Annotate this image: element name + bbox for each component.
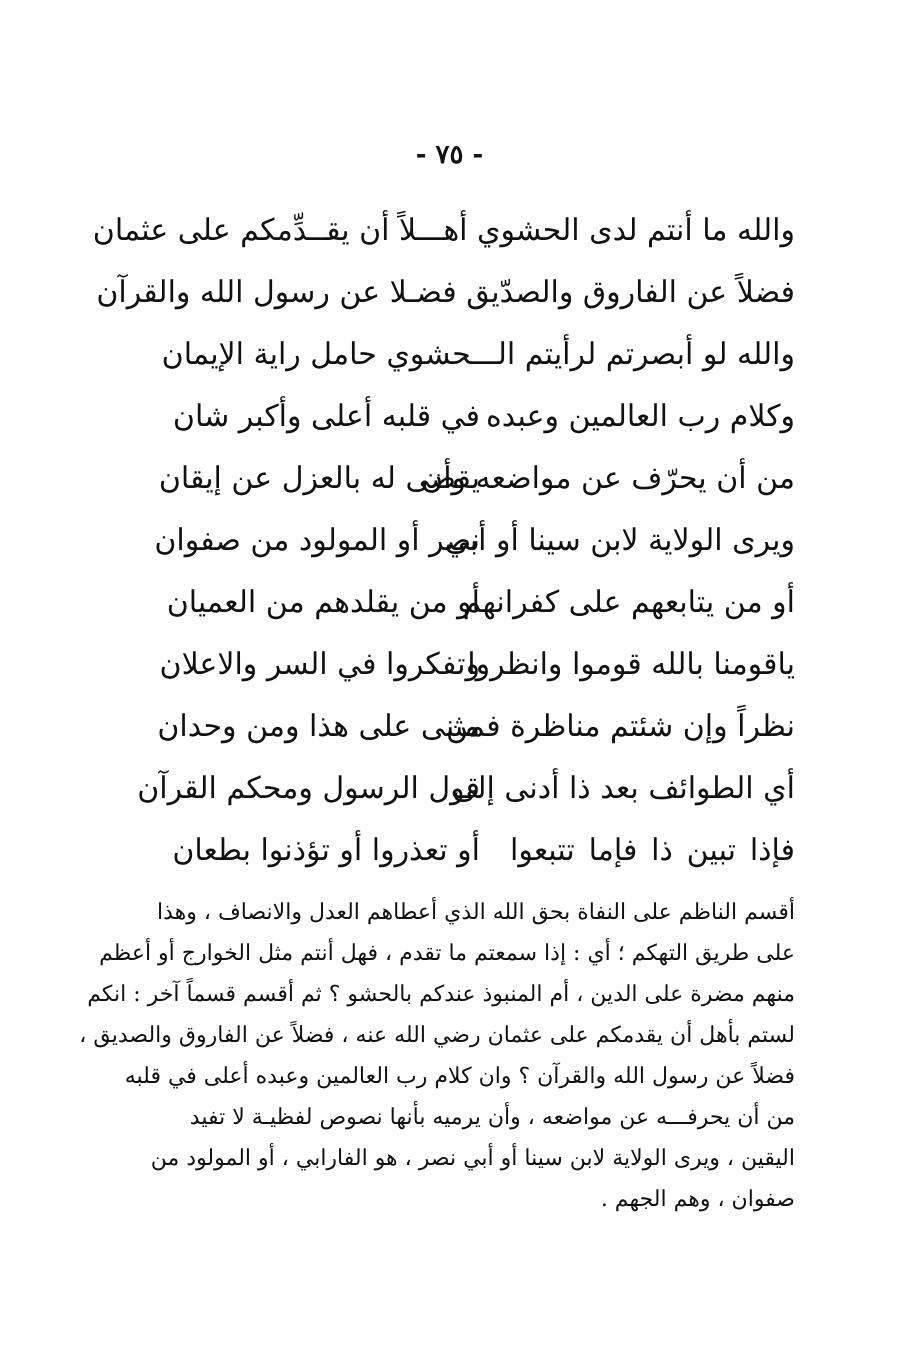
- commentary-line: اليقين ، ويرى الولاية لابن سينا أو أبي نصر ، هو الفارابي ، أو المولود من: [150, 1146, 795, 1171]
- verse-row: [159, 634, 795, 696]
- first-hemistich: ياقومنا بالله قوموا وانظروا: [467, 647, 795, 682]
- second-hemistich: في قلبه أعلى وأكبر شان: [172, 399, 480, 434]
- commentary-line: على طريق التهكم ؛ أي : إذا سمعتم ما تقدم ، فهل أنتم مثل الخوارج أو أعظم: [99, 941, 795, 966]
- commentary-line: من أن يحرفـــه عن مواضعه ، وأن يرميه بأنها نصوص لفظيـة لا تفيد: [189, 1105, 795, 1130]
- first-hemistich: فإذا تبين ذا فإما تتبعوا: [510, 833, 795, 868]
- commentary-line: أقسم الناظم على النفاة بحق الله الذي أعطاهم العدل والانصاف ، وهذا: [156, 900, 795, 925]
- first-hemistich: من أن يحرّف عن مواضعه وأن: [421, 461, 795, 496]
- verse-row: [166, 572, 795, 634]
- first-hemistich: وكلام رب العالمين وعبده: [486, 399, 795, 434]
- second-hemistich: أو من يقلدهم من العميان: [166, 585, 480, 620]
- commentary-line: فضلاً عن رسول الله والقرآن ؟ وان كلام رب العالمين وعبده أعلى في قلبه: [124, 1064, 795, 1089]
- verse-row: [158, 448, 795, 510]
- second-hemistich: أو تعذروا أو تؤذنوا بطعان: [172, 833, 480, 868]
- page-number: - ٧٥ -: [415, 140, 484, 170]
- commentary-block: [79, 892, 795, 1220]
- verse-row: [172, 820, 795, 882]
- commentary-line: منهم مضرة على الدين ، أم المنبوذ عندكم بالحشو ؟ ثم أقسم قسماً آخر : انكم: [87, 982, 795, 1007]
- verse-row: [154, 510, 795, 572]
- second-hemistich: نصر أو المولود من صفوان: [154, 523, 480, 558]
- second-hemistich: مثنى على هذا ومن وحدان: [157, 709, 480, 744]
- poem-line: فضلاً عن الفاروق والصدّيق فضـلا عن رسول الله والقرآن: [96, 275, 795, 310]
- second-hemistich: وتفكروا في السر والاعلان: [159, 647, 480, 682]
- verse-row: [172, 386, 795, 448]
- first-hemistich: نظراً وإن شئتم مناظرة فمن: [446, 709, 795, 744]
- first-hemistich: أو من يتابعهم على كفرانهم: [462, 585, 795, 620]
- poem-line: والله ما أنتم لدى الحشوي أهـــلاً أن يقــدِّمكم على عثمان: [92, 213, 795, 248]
- commentary-line: لستم بأهل أن يقدمكم على عثمان رضي الله عنه ، فضلاً عن الفاروق والصديق ،: [79, 1023, 795, 1048]
- second-hemistich: قول الرسول ومحكم القرآن: [137, 771, 480, 806]
- first-hemistich: أي الطوائف بعد ذا أدنى إلى: [452, 771, 795, 806]
- poem-line: والله لو أبصرتم لرأيتم الـــحشوي حامل راية الإيمان: [161, 337, 795, 372]
- verse-row: [137, 758, 795, 820]
- verse-row: [157, 696, 795, 758]
- first-hemistich: ويرى الولاية لابن سينا أو أبي: [444, 523, 795, 558]
- poem-block: [92, 200, 795, 882]
- commentary-line: صفوان ، وهم الجهم .: [600, 1187, 795, 1212]
- second-hemistich: يقضى له بالعزل عن إيقان: [158, 461, 480, 496]
